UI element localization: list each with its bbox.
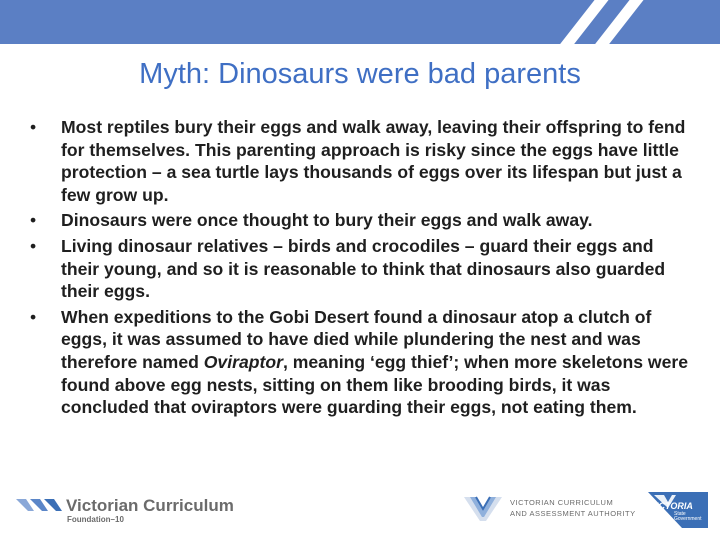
vcaa-line-1: VICTORIAN CURRICULUM bbox=[510, 498, 614, 507]
victoria-sub-line-2: Government bbox=[674, 516, 702, 522]
bullet-text: Most reptiles bury their eggs and walk away, leaving their offspring to fend for themselves. This parenting approach is risky since the eggs have little protection – a sea turtle lays thousands of eggs over its lifespan but just a few grow up. bbox=[61, 117, 686, 205]
bullet-text-after: , meaning ‘egg thief’; when more skeletons were found above egg nests, sitting on them like brooding birds, it was concluded that oviraptors were guarding their eggs, not eating them. bbox=[61, 351, 689, 418]
bullet-text-before: When expeditions to the Gobi Desert found a dinosaur atop a clutch of eggs, it was assumed to have died while plundering the nest and was therefore named bbox=[61, 306, 652, 372]
bullet-marker: • bbox=[30, 306, 37, 327]
bullet-text: Dinosaurs were once thought to bury their eggs and walk away. bbox=[61, 210, 593, 231]
bullet-item bbox=[30, 306, 690, 419]
bullet-item bbox=[30, 209, 690, 232]
bullet-italic-term: Oviraptor bbox=[203, 351, 283, 372]
top-banner bbox=[0, 0, 720, 44]
vc-brand-sub: Foundation–10 bbox=[67, 515, 124, 524]
vc-brand-name: Victorian Curriculum bbox=[66, 496, 234, 515]
vcaa-line-2: AND ASSESSMENT AUTHORITY bbox=[510, 509, 636, 518]
vc-logo-icon bbox=[14, 493, 64, 517]
bullet-item bbox=[30, 116, 690, 206]
vcaa-brand-text bbox=[510, 497, 640, 519]
bullet-marker: • bbox=[30, 235, 37, 256]
bullet-text: Living dinosaur relatives – birds and crocodiles – guard their eggs and their young, and so it is reasonable to think that dinosaurs also guarded their eggs. bbox=[61, 235, 666, 302]
victoria-brand-name: VICTORIA bbox=[650, 501, 693, 511]
bullet-list bbox=[30, 116, 690, 422]
bullet-marker: • bbox=[30, 117, 37, 137]
victoria-sub-line-1: State bbox=[674, 511, 686, 517]
victoria-brand-sub bbox=[674, 512, 702, 522]
bullet-item bbox=[30, 235, 690, 303]
bullet-marker: • bbox=[30, 210, 37, 231]
slide-title: Myth: Dinosaurs were bad parents bbox=[139, 58, 581, 90]
vcaa-logo-icon bbox=[462, 495, 504, 523]
